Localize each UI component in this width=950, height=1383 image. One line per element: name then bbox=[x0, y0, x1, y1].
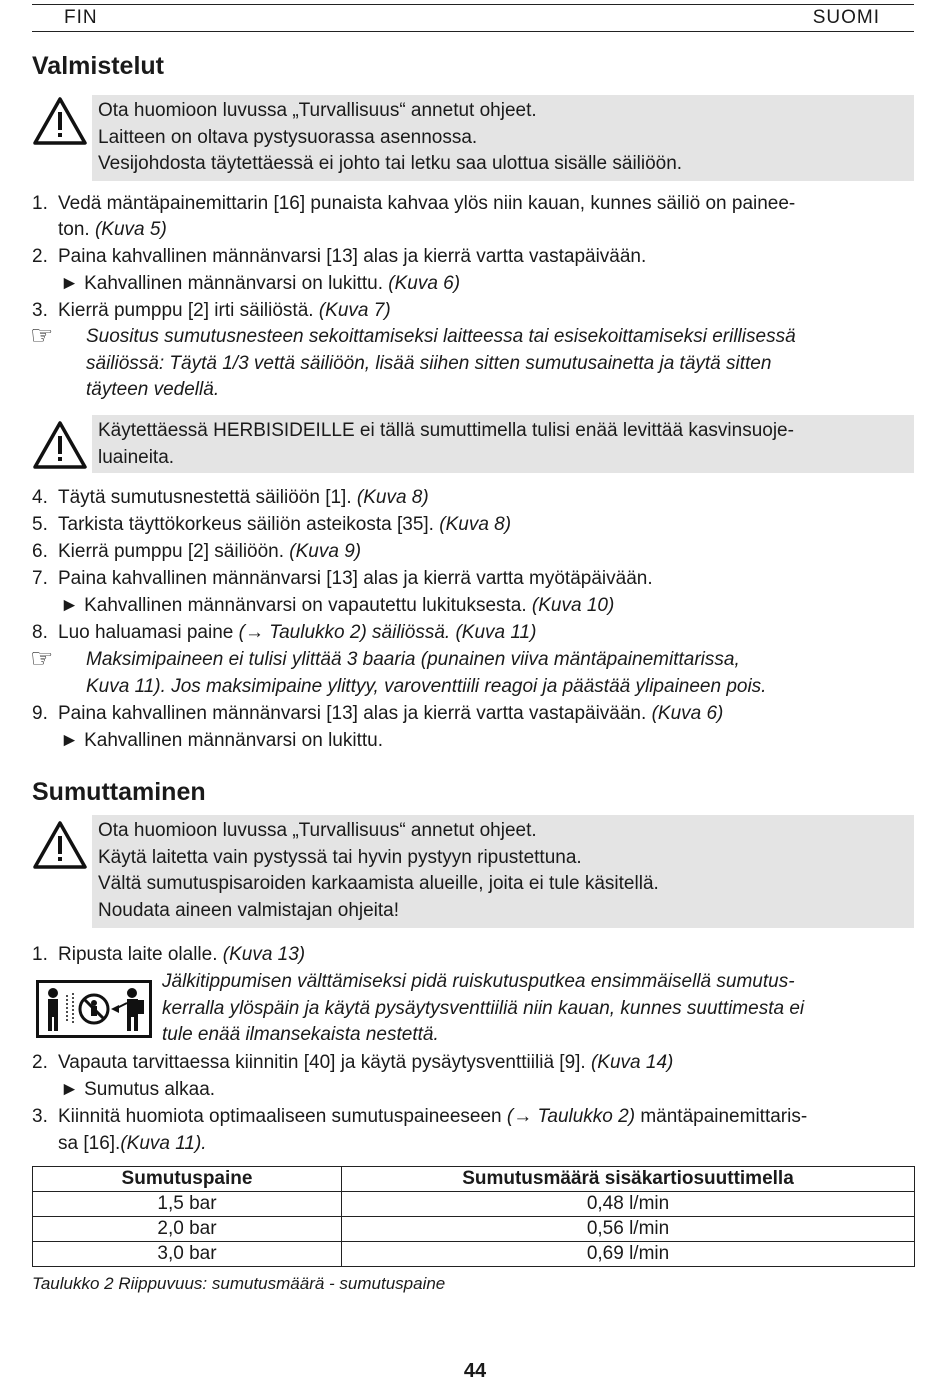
warning-block-2 bbox=[32, 415, 914, 473]
warning-line: Ota huomioon luvussa „Turvallisuus“ annetut ohjeet. bbox=[98, 820, 537, 841]
step-text: Kiinnitä huomiota optimaaliseen sumutuspaineeseen bbox=[58, 1106, 502, 1127]
table-cell: 2,0 bar bbox=[33, 1217, 342, 1242]
step-text: Vapauta tarvittaessa kiinnitin [40] ja käytä pysäytysventtiiliä [9]. bbox=[58, 1052, 586, 1073]
step-text: Paina kahvallinen männänvarsi [13] alas ja kierrä vartta vastapäivään. bbox=[58, 703, 647, 724]
warning-line: Noudata aineen valmistajan ohjeita! bbox=[98, 899, 400, 921]
step-number: 3. bbox=[32, 1106, 48, 1127]
note-line: kerralla ylöspäin ja käytä pysäytysventtiiliä niin kauan, kunnes suuttimesta ei bbox=[162, 997, 805, 1019]
figure-ref: (Kuva 8) bbox=[356, 487, 429, 508]
figure-ref: (Kuva 8) bbox=[439, 514, 512, 535]
spray-step-3-cont bbox=[58, 1131, 207, 1157]
page-number: 44 bbox=[463, 1360, 487, 1382]
table-cell: 0,56 l/min bbox=[342, 1217, 915, 1242]
step-number: 5. bbox=[32, 514, 48, 535]
step-number: 2. bbox=[32, 246, 48, 267]
header-language-name: SUOMI bbox=[812, 7, 880, 28]
pressure-flow-table bbox=[32, 1166, 915, 1267]
section-title-sumuttaminen: Sumuttaminen bbox=[32, 778, 206, 806]
note-line: Kuva 11). Jos maksimipaine ylittyy, varoventtiili reagoi ja päästää ylipaineen pois. bbox=[86, 675, 767, 697]
note-line: täyteen vedellä. bbox=[86, 379, 220, 400]
table-cell: 1,5 bar bbox=[33, 1192, 342, 1217]
warning-line: Vältä sumutuspisaroiden karkaamista alueille, joita ei tule käsitellä. bbox=[98, 873, 659, 894]
step-text: Kierrä pumppu [2] irti säiliöstä. bbox=[58, 300, 314, 321]
step-text: Vedä mäntäpainemittarin [16] punaista kahvaa ylös niin kauan, kunnes säiliö on painee- bbox=[58, 193, 796, 214]
step-text: Tarkista täyttökorkeus säiliön asteikosta [35]. bbox=[58, 514, 434, 535]
step-text: Täytä sumutusnestettä säiliöön [1]. bbox=[58, 487, 352, 508]
table-header-cell: Sumutuspaine bbox=[33, 1167, 342, 1192]
note-2 bbox=[86, 647, 916, 700]
note-1 bbox=[86, 324, 916, 404]
warning-icon bbox=[32, 419, 88, 471]
step-text: ton. bbox=[58, 219, 90, 240]
step-result: ► Kahvallinen männänvarsi on lukittu. bbox=[60, 273, 383, 294]
table-row bbox=[33, 1217, 915, 1242]
pointing-hand-icon: ☞ bbox=[30, 643, 54, 673]
warning-line: Ota huomioon luvussa „Turvallisuus“ annetut ohjeet. bbox=[98, 100, 537, 121]
step-number: 1. bbox=[32, 193, 48, 214]
step-result: ► Sumutus alkaa. bbox=[60, 1079, 216, 1100]
step-text: Paina kahvallinen männänvarsi [13] alas ja kierrä vartta myötäpäivään. bbox=[58, 568, 653, 589]
figure-ref: (Kuva 13) bbox=[222, 944, 306, 965]
pointing-hand-icon: ☞ bbox=[30, 320, 54, 350]
warning-block-3 bbox=[32, 815, 914, 928]
table-row bbox=[33, 1192, 915, 1217]
step-text: Luo haluamasi paine bbox=[58, 622, 234, 643]
step-number: 6. bbox=[32, 541, 48, 562]
warning-icon bbox=[32, 95, 88, 147]
step-number: 4. bbox=[32, 487, 48, 508]
note-line: tule enää ilmansekaista nestettä. bbox=[162, 1024, 439, 1045]
figure-ref: (Kuva 14) bbox=[590, 1052, 674, 1073]
page-header bbox=[32, 4, 914, 32]
warning-block-1 bbox=[32, 95, 914, 181]
step-text: mäntäpainemittaris- bbox=[640, 1106, 808, 1127]
section-title-valmistelut: Valmistelut bbox=[32, 52, 164, 80]
warning-line: luaineita. bbox=[98, 446, 175, 468]
step-text: Kierrä pumppu [2] säiliöön. bbox=[58, 541, 285, 562]
warning-line: Laitteen on oltava pystysuorassa asennossa. bbox=[98, 126, 478, 148]
step-7-result bbox=[60, 593, 614, 619]
note-line: Maksimipaineen ei tulisi ylittää 3 baaria (punainen viiva mäntäpainemittarissa, bbox=[86, 649, 740, 670]
warning-line: Käytä laitetta vain pystyssä tai hyvin pystyyn ripustettuna. bbox=[98, 846, 582, 868]
step-number: 7. bbox=[32, 568, 48, 589]
figure-ref: (Kuva 11). bbox=[120, 1133, 207, 1154]
table-row bbox=[33, 1242, 915, 1267]
note-line: säiliössä: Täytä 1/3 vettä säiliöön, lisää siihen sitten sumutusainetta ja täytä sitten bbox=[86, 352, 772, 374]
spray-safety-icon bbox=[39, 983, 149, 1035]
figure-ref: (Kuva 6) bbox=[651, 703, 724, 724]
warning-line: Käytettäessä HERBISIDEILLE ei tällä sumuttimella tulisi enää levittää kasvinsuoje- bbox=[98, 420, 794, 441]
table-cell: 0,69 l/min bbox=[342, 1242, 915, 1267]
step-number: 2. bbox=[32, 1052, 48, 1073]
table-cell: 3,0 bar bbox=[33, 1242, 342, 1267]
step-text: Ripusta laite olalle. bbox=[58, 944, 218, 965]
warning-line: Vesijohdosta täytettäessä ei johto tai letku saa ulottua sisälle säiliöön. bbox=[98, 153, 683, 174]
table-header-row bbox=[33, 1167, 915, 1192]
step-1-cont bbox=[58, 217, 167, 243]
figure-ref: (Kuva 5) bbox=[94, 219, 167, 240]
table-caption: Taulukko 2 Riippuvuus: sumutusmäärä - sumutuspaine bbox=[32, 1274, 446, 1293]
table-cell: 0,48 l/min bbox=[342, 1192, 915, 1217]
header-language-code: FIN bbox=[64, 7, 98, 28]
spray-step-2-result bbox=[60, 1077, 215, 1103]
spray-note bbox=[162, 969, 922, 1049]
note-line: Jälkitippumisen välttämiseksi pidä ruiskutusputkea ensimmäisellä sumutus- bbox=[162, 971, 795, 992]
table-ref: (→ Taulukko 2) säiliössä. (Kuva 11) bbox=[238, 622, 537, 643]
step-text: Paina kahvallinen männänvarsi [13] alas ja kierrä vartta vastapäivään. bbox=[58, 246, 647, 267]
step-text: sa [16]. bbox=[58, 1133, 121, 1154]
note-line: Suositus sumutusnesteen sekoittamiseksi laitteessa tai esisekoittamiseksi erillisessä bbox=[86, 326, 796, 347]
figure-ref: (Kuva 9) bbox=[289, 541, 362, 562]
step-number: 9. bbox=[32, 703, 48, 724]
figure-ref: (Kuva 10) bbox=[531, 595, 615, 616]
keep-bystanders-away-pictogram bbox=[36, 980, 152, 1038]
step-number: 8. bbox=[32, 622, 48, 643]
step-number: 3. bbox=[32, 300, 48, 321]
step-result: ► Kahvallinen männänvarsi on vapautettu lukituksesta. bbox=[60, 595, 527, 616]
table-ref: (→ Taulukko 2) bbox=[506, 1106, 636, 1127]
step-9-result bbox=[60, 728, 383, 754]
step-2-result bbox=[60, 271, 460, 297]
warning-icon bbox=[32, 819, 88, 871]
table-header-cell: Sumutusmäärä sisäkartiosuuttimella bbox=[342, 1167, 915, 1192]
step-result: ► Kahvallinen männänvarsi on lukittu. bbox=[60, 730, 383, 751]
figure-ref: (Kuva 6) bbox=[388, 273, 461, 294]
figure-ref: (Kuva 7) bbox=[318, 300, 391, 321]
step-number: 1. bbox=[32, 944, 48, 965]
